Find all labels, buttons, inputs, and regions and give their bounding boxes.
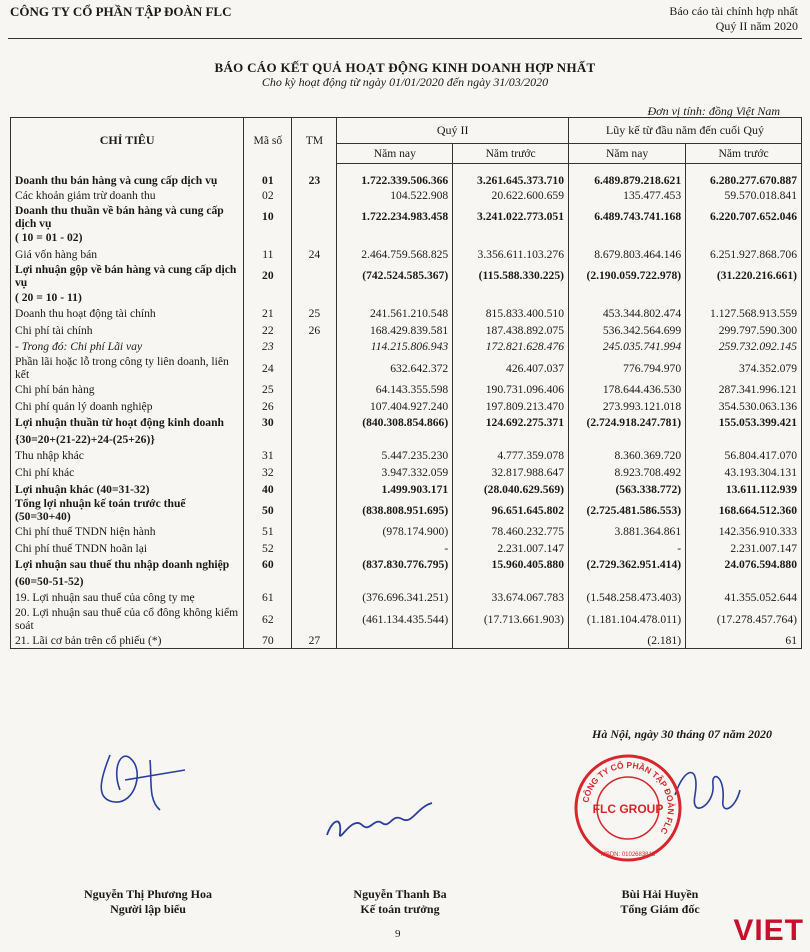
row-code <box>244 573 292 590</box>
row-note <box>292 339 337 356</box>
row-quarter-last-year: 3.241.022.773.051 <box>453 204 569 230</box>
svg-text:CÔNG TY CỔ PHẦN TẬP ĐOÀN FLC <box>580 759 676 836</box>
row-note <box>292 187 337 204</box>
row-ytd-this-year: 245.035.741.994 <box>569 339 686 356</box>
row-note <box>292 204 337 230</box>
row-ytd-last-year: (17.278.457.764) <box>686 606 802 632</box>
row-code: 60 <box>244 557 292 574</box>
table-row <box>11 557 802 574</box>
row-note <box>292 448 337 465</box>
row-ytd-last-year <box>686 573 802 590</box>
row-ytd-this-year: (563.338.772) <box>569 481 686 498</box>
row-quarter-last-year: (17.713.661.903) <box>453 606 569 632</box>
row-note <box>292 431 337 448</box>
table-row <box>11 523 802 540</box>
row-ytd-this-year: 135.477.453 <box>569 187 686 204</box>
report-period: Quý II năm 2020 <box>715 19 798 33</box>
row-ytd-last-year <box>686 431 802 448</box>
row-quarter-last-year: 815.833.400.510 <box>453 305 569 322</box>
row-ytd-last-year: 299.797.590.300 <box>686 322 802 339</box>
company-name: CÔNG TY CỔ PHẦN TẬP ĐOÀN FLC <box>10 4 232 19</box>
row-ytd-last-year: 287.341.996.121 <box>686 381 802 398</box>
row-item-name: Thu nhập khác <box>11 448 244 465</box>
row-ytd-this-year: 536.342.564.699 <box>569 322 686 339</box>
header-divider <box>8 38 802 39</box>
row-quarter-this-year: 3.947.332.059 <box>337 464 453 481</box>
col-ytd-this-year: Năm nay <box>569 144 686 164</box>
row-note <box>292 540 337 557</box>
row-quarter-this-year: (376.696.341.251) <box>337 590 453 607</box>
row-code: 24 <box>244 355 292 381</box>
row-code: 26 <box>244 398 292 415</box>
table-row <box>11 414 802 431</box>
row-ytd-this-year: (1.548.258.473.403) <box>569 590 686 607</box>
row-ytd-last-year: 6.280.277.670.887 <box>686 164 802 188</box>
table-row <box>11 632 802 649</box>
row-quarter-this-year <box>337 431 453 448</box>
table-row <box>11 204 802 230</box>
row-quarter-last-year: 197.809.213.470 <box>453 398 569 415</box>
row-ytd-last-year: 56.804.417.070 <box>686 448 802 465</box>
signature-block-director <box>600 887 720 917</box>
table-row <box>11 431 802 448</box>
stamp-msdn: MSDN: 0102683813 <box>600 852 656 858</box>
row-item-name: Doanh thu bán hàng và cung cấp dịch vụ <box>11 164 244 188</box>
row-note <box>292 557 337 574</box>
row-ytd-last-year: 13.611.112.939 <box>686 481 802 498</box>
row-ytd-this-year: 273.993.121.018 <box>569 398 686 415</box>
row-item-name: 20. Lợi nhuận sau thuế của cổ đông không kiểm soát <box>11 606 244 632</box>
row-code: 52 <box>244 540 292 557</box>
col-ytd-last-year: Năm trước <box>686 144 802 164</box>
row-item-name: ( 10 = 01 - 02) <box>11 230 244 247</box>
row-item-name: Giá vốn hàng bán <box>11 246 244 263</box>
row-item-name: Chi phí thuế TNDN hoãn lại <box>11 540 244 557</box>
row-item-name: (60=50-51-52) <box>11 573 244 590</box>
row-item-name: ( 20 = 10 - 11) <box>11 289 244 306</box>
row-quarter-this-year: (461.134.435.544) <box>337 606 453 632</box>
stamp-ring-text: CÔNG TY CỔ PHẦN TẬP ĐOÀN FLC <box>580 759 677 837</box>
row-ytd-last-year: 142.356.910.333 <box>686 523 802 540</box>
row-quarter-last-year: 33.674.067.783 <box>453 590 569 607</box>
row-note <box>292 398 337 415</box>
report-subtitle: Cho kỳ hoạt động từ ngày 01/01/2020 đến ngày 31/03/2020 <box>261 75 549 89</box>
row-quarter-this-year: (838.808.951.695) <box>337 497 453 523</box>
row-item-name: 21. Lãi cơ bản trên cổ phiếu (*) <box>11 632 244 649</box>
row-code: 22 <box>244 322 292 339</box>
row-item-name: Chi phí khác <box>11 464 244 481</box>
row-note <box>292 355 337 381</box>
row-quarter-last-year: 96.651.645.802 <box>453 497 569 523</box>
table-row <box>11 322 802 339</box>
row-quarter-last-year: 15.960.405.880 <box>453 557 569 574</box>
row-code: 11 <box>244 246 292 263</box>
place-date: Hà Nội, ngày 30 tháng 07 năm 2020 <box>592 727 773 741</box>
table-row <box>11 339 802 356</box>
row-ytd-this-year <box>569 431 686 448</box>
row-quarter-last-year: 190.731.096.406 <box>453 381 569 398</box>
row-quarter-last-year: 3.356.611.103.276 <box>453 246 569 263</box>
row-ytd-last-year: 168.664.512.360 <box>686 497 802 523</box>
accountant-role: Kế toán trưởng <box>360 902 440 916</box>
company-stamp <box>572 752 684 864</box>
row-quarter-last-year: 32.817.988.647 <box>453 464 569 481</box>
row-note: 23 <box>292 164 337 188</box>
row-quarter-this-year: - <box>337 540 453 557</box>
row-code: 21 <box>244 305 292 322</box>
row-ytd-this-year: 6.489.743.741.168 <box>569 204 686 230</box>
row-code <box>244 431 292 448</box>
row-ytd-last-year: 59.570.018.841 <box>686 187 802 204</box>
row-quarter-this-year: 1.722.234.983.458 <box>337 204 453 230</box>
row-ytd-this-year: 453.344.802.474 <box>569 305 686 322</box>
row-item-name: Chi phí quản lý doanh nghiệp <box>11 398 244 415</box>
table-row <box>11 164 802 188</box>
row-code: 61 <box>244 590 292 607</box>
row-ytd-this-year: (2.181) <box>569 632 686 649</box>
row-code: 30 <box>244 414 292 431</box>
row-ytd-last-year: 374.352.079 <box>686 355 802 381</box>
row-ytd-last-year: 24.076.594.880 <box>686 557 802 574</box>
row-note: 25 <box>292 305 337 322</box>
report-type: Báo cáo tài chính hợp nhất <box>669 4 798 18</box>
row-ytd-this-year: (2.729.362.951.414) <box>569 557 686 574</box>
table-row <box>11 187 802 204</box>
row-note <box>292 497 337 523</box>
table-row <box>11 481 802 498</box>
row-item-name: Chi phí bán hàng <box>11 381 244 398</box>
row-quarter-last-year <box>453 431 569 448</box>
row-quarter-this-year: 114.215.806.943 <box>337 339 453 356</box>
row-quarter-this-year <box>337 230 453 247</box>
row-ytd-last-year: 61 <box>686 632 802 649</box>
row-quarter-last-year: 4.777.359.078 <box>453 448 569 465</box>
table-row <box>11 540 802 557</box>
row-item-name: Lợi nhuận gộp về bán hàng và cung cấp dịch vụ <box>11 263 244 289</box>
report-title: BÁO CÁO KẾT QUẢ HOẠT ĐỘNG KINH DOANH HỢP NHẤT <box>214 60 596 75</box>
row-ytd-this-year: (1.181.104.478.011) <box>569 606 686 632</box>
page-number: 9 <box>395 928 401 940</box>
row-quarter-last-year <box>453 573 569 590</box>
row-ytd-last-year: (31.220.216.661) <box>686 263 802 289</box>
director-name: Bùi Hải Huyền <box>621 887 699 901</box>
row-quarter-this-year: 632.642.372 <box>337 355 453 381</box>
col-quarter-this-year: Năm nay <box>337 144 453 164</box>
row-quarter-this-year: (840.308.854.866) <box>337 414 453 431</box>
col-quarter-last-year: Năm trước <box>453 144 569 164</box>
row-quarter-last-year: (28.040.629.569) <box>453 481 569 498</box>
row-quarter-last-year: 172.821.628.476 <box>453 339 569 356</box>
row-item-name: {30=20+(21-22)+24-(25+26)} <box>11 431 244 448</box>
currency-unit: Đơn vị tính: đồng Việt Nam <box>647 104 780 118</box>
row-code: 70 <box>244 632 292 649</box>
table-row <box>11 355 802 381</box>
row-note <box>292 263 337 289</box>
row-quarter-this-year: 104.522.908 <box>337 187 453 204</box>
table-row <box>11 590 802 607</box>
table-row <box>11 289 802 306</box>
row-ytd-last-year: 259.732.092.145 <box>686 339 802 356</box>
row-code: 40 <box>244 481 292 498</box>
row-code: 23 <box>244 339 292 356</box>
row-note <box>292 230 337 247</box>
row-code: 10 <box>244 204 292 230</box>
row-item-name: Lợi nhuận thuần từ hoạt động kinh doanh <box>11 414 244 431</box>
row-quarter-last-year <box>453 632 569 649</box>
row-item-name: Chi phí tài chính <box>11 322 244 339</box>
row-item-name: Chi phí thuế TNDN hiện hành <box>11 523 244 540</box>
row-item-name: Lợi nhuận sau thuế thu nhập doanh nghiệp <box>11 557 244 574</box>
row-ytd-this-year: 8.360.369.720 <box>569 448 686 465</box>
row-quarter-this-year <box>337 632 453 649</box>
row-quarter-this-year: 5.447.235.230 <box>337 448 453 465</box>
row-code <box>244 230 292 247</box>
table-row <box>11 398 802 415</box>
row-ytd-this-year: 8.923.708.492 <box>569 464 686 481</box>
row-item-name: - Trong đó: Chi phí Lãi vay <box>11 339 244 356</box>
row-quarter-last-year <box>453 289 569 306</box>
row-item-name: Doanh thu hoạt động tài chính <box>11 305 244 322</box>
row-note <box>292 464 337 481</box>
row-ytd-this-year <box>569 289 686 306</box>
row-note <box>292 414 337 431</box>
row-ytd-last-year: 43.193.304.131 <box>686 464 802 481</box>
row-quarter-this-year: 1.499.903.171 <box>337 481 453 498</box>
row-note: 24 <box>292 246 337 263</box>
col-quarter-header: Quý II <box>337 118 569 144</box>
table-row <box>11 305 802 322</box>
signature-preparer <box>90 740 200 820</box>
row-ytd-last-year: 6.220.707.652.046 <box>686 204 802 230</box>
income-statement-table <box>10 117 802 649</box>
row-item-name: Doanh thu thuần về bán hàng và cung cấp dịch vụ <box>11 204 244 230</box>
row-ytd-last-year: 1.127.568.913.559 <box>686 305 802 322</box>
row-quarter-this-year: 64.143.355.598 <box>337 381 453 398</box>
table-row <box>11 263 802 289</box>
row-code: 01 <box>244 164 292 188</box>
row-quarter-last-year <box>453 230 569 247</box>
row-quarter-this-year: (742.524.585.367) <box>337 263 453 289</box>
row-ytd-this-year: (2.724.918.247.781) <box>569 414 686 431</box>
row-quarter-this-year: 1.722.339.506.366 <box>337 164 453 188</box>
signature-accountant <box>322 795 442 855</box>
row-code: 32 <box>244 464 292 481</box>
table-row <box>11 230 802 247</box>
row-quarter-last-year: 187.438.892.075 <box>453 322 569 339</box>
col-code-header: Mã số <box>244 118 292 164</box>
table-row <box>11 381 802 398</box>
row-ytd-last-year: 41.355.052.644 <box>686 590 802 607</box>
row-ytd-this-year: 178.644.436.530 <box>569 381 686 398</box>
row-ytd-this-year <box>569 573 686 590</box>
signature-block-accountant <box>330 887 470 917</box>
row-code: 02 <box>244 187 292 204</box>
row-ytd-last-year: 2.231.007.147 <box>686 540 802 557</box>
row-ytd-this-year: 8.679.803.464.146 <box>569 246 686 263</box>
row-ytd-last-year: 155.053.399.421 <box>686 414 802 431</box>
row-note <box>292 481 337 498</box>
row-quarter-this-year: 107.404.927.240 <box>337 398 453 415</box>
row-ytd-this-year: 6.489.879.218.621 <box>569 164 686 188</box>
row-quarter-last-year: 2.231.007.147 <box>453 540 569 557</box>
row-item-name: 19. Lợi nhuận sau thuế của công ty mẹ <box>11 590 244 607</box>
col-item-header: CHỈ TIÊU <box>11 118 244 164</box>
watermark-logo: VIET <box>733 914 804 947</box>
row-item-name: Lợi nhuận khác (40=31-32) <box>11 481 244 498</box>
row-item-name: Các khoản giảm trừ doanh thu <box>11 187 244 204</box>
row-quarter-this-year: 241.561.210.548 <box>337 305 453 322</box>
row-ytd-this-year: (2.190.059.722.978) <box>569 263 686 289</box>
row-note: 26 <box>292 322 337 339</box>
accountant-name: Nguyễn Thanh Ba <box>353 887 447 901</box>
col-ytd-header: Lũy kế từ đầu năm đến cuối Quý <box>569 118 802 144</box>
row-quarter-this-year: (978.174.900) <box>337 523 453 540</box>
row-code: 31 <box>244 448 292 465</box>
row-quarter-this-year: 2.464.759.568.825 <box>337 246 453 263</box>
row-quarter-this-year: 168.429.839.581 <box>337 322 453 339</box>
row-code: 62 <box>244 606 292 632</box>
stamp-center-text: FLC GROUP <box>592 802 664 816</box>
row-quarter-last-year: (115.588.330.225) <box>453 263 569 289</box>
row-quarter-this-year: (837.830.776.795) <box>337 557 453 574</box>
row-ytd-this-year <box>569 230 686 247</box>
row-item-name: Phần lãi hoặc lỗ trong công ty liên doanh, liên kết <box>11 355 244 381</box>
row-quarter-last-year: 426.407.037 <box>453 355 569 381</box>
row-ytd-this-year: 776.794.970 <box>569 355 686 381</box>
report-type-header <box>669 4 798 34</box>
preparer-name: Nguyễn Thị Phương Hoa <box>84 887 212 901</box>
row-code: 51 <box>244 523 292 540</box>
col-note-header: TM <box>292 118 337 164</box>
row-quarter-last-year: 3.261.645.373.710 <box>453 164 569 188</box>
row-ytd-last-year <box>686 289 802 306</box>
table-row <box>11 606 802 632</box>
row-ytd-this-year: (2.725.481.586.553) <box>569 497 686 523</box>
row-note <box>292 523 337 540</box>
row-item-name: Tổng lợi nhuận kế toán trước thuế (50=30+40) <box>11 497 244 523</box>
table-row <box>11 448 802 465</box>
row-quarter-last-year: 78.460.232.775 <box>453 523 569 540</box>
row-ytd-last-year <box>686 230 802 247</box>
table-row <box>11 497 802 523</box>
row-note <box>292 573 337 590</box>
row-note <box>292 289 337 306</box>
row-quarter-this-year <box>337 573 453 590</box>
row-code: 25 <box>244 381 292 398</box>
row-quarter-this-year <box>337 289 453 306</box>
table-row <box>11 464 802 481</box>
row-ytd-this-year: 3.881.364.861 <box>569 523 686 540</box>
table-row <box>11 573 802 590</box>
director-role: Tổng Giám đốc <box>620 902 700 916</box>
row-quarter-last-year: 124.692.275.371 <box>453 414 569 431</box>
row-code: 50 <box>244 497 292 523</box>
row-note <box>292 606 337 632</box>
signature-block-preparer <box>68 887 228 917</box>
table-row <box>11 246 802 263</box>
row-quarter-last-year: 20.622.600.659 <box>453 187 569 204</box>
row-ytd-last-year: 6.251.927.868.706 <box>686 246 802 263</box>
row-code <box>244 289 292 306</box>
row-ytd-this-year: - <box>569 540 686 557</box>
row-note: 27 <box>292 632 337 649</box>
preparer-role: Người lập biểu <box>110 902 186 916</box>
row-note <box>292 381 337 398</box>
row-code: 20 <box>244 263 292 289</box>
row-ytd-last-year: 354.530.063.136 <box>686 398 802 415</box>
row-note <box>292 590 337 607</box>
